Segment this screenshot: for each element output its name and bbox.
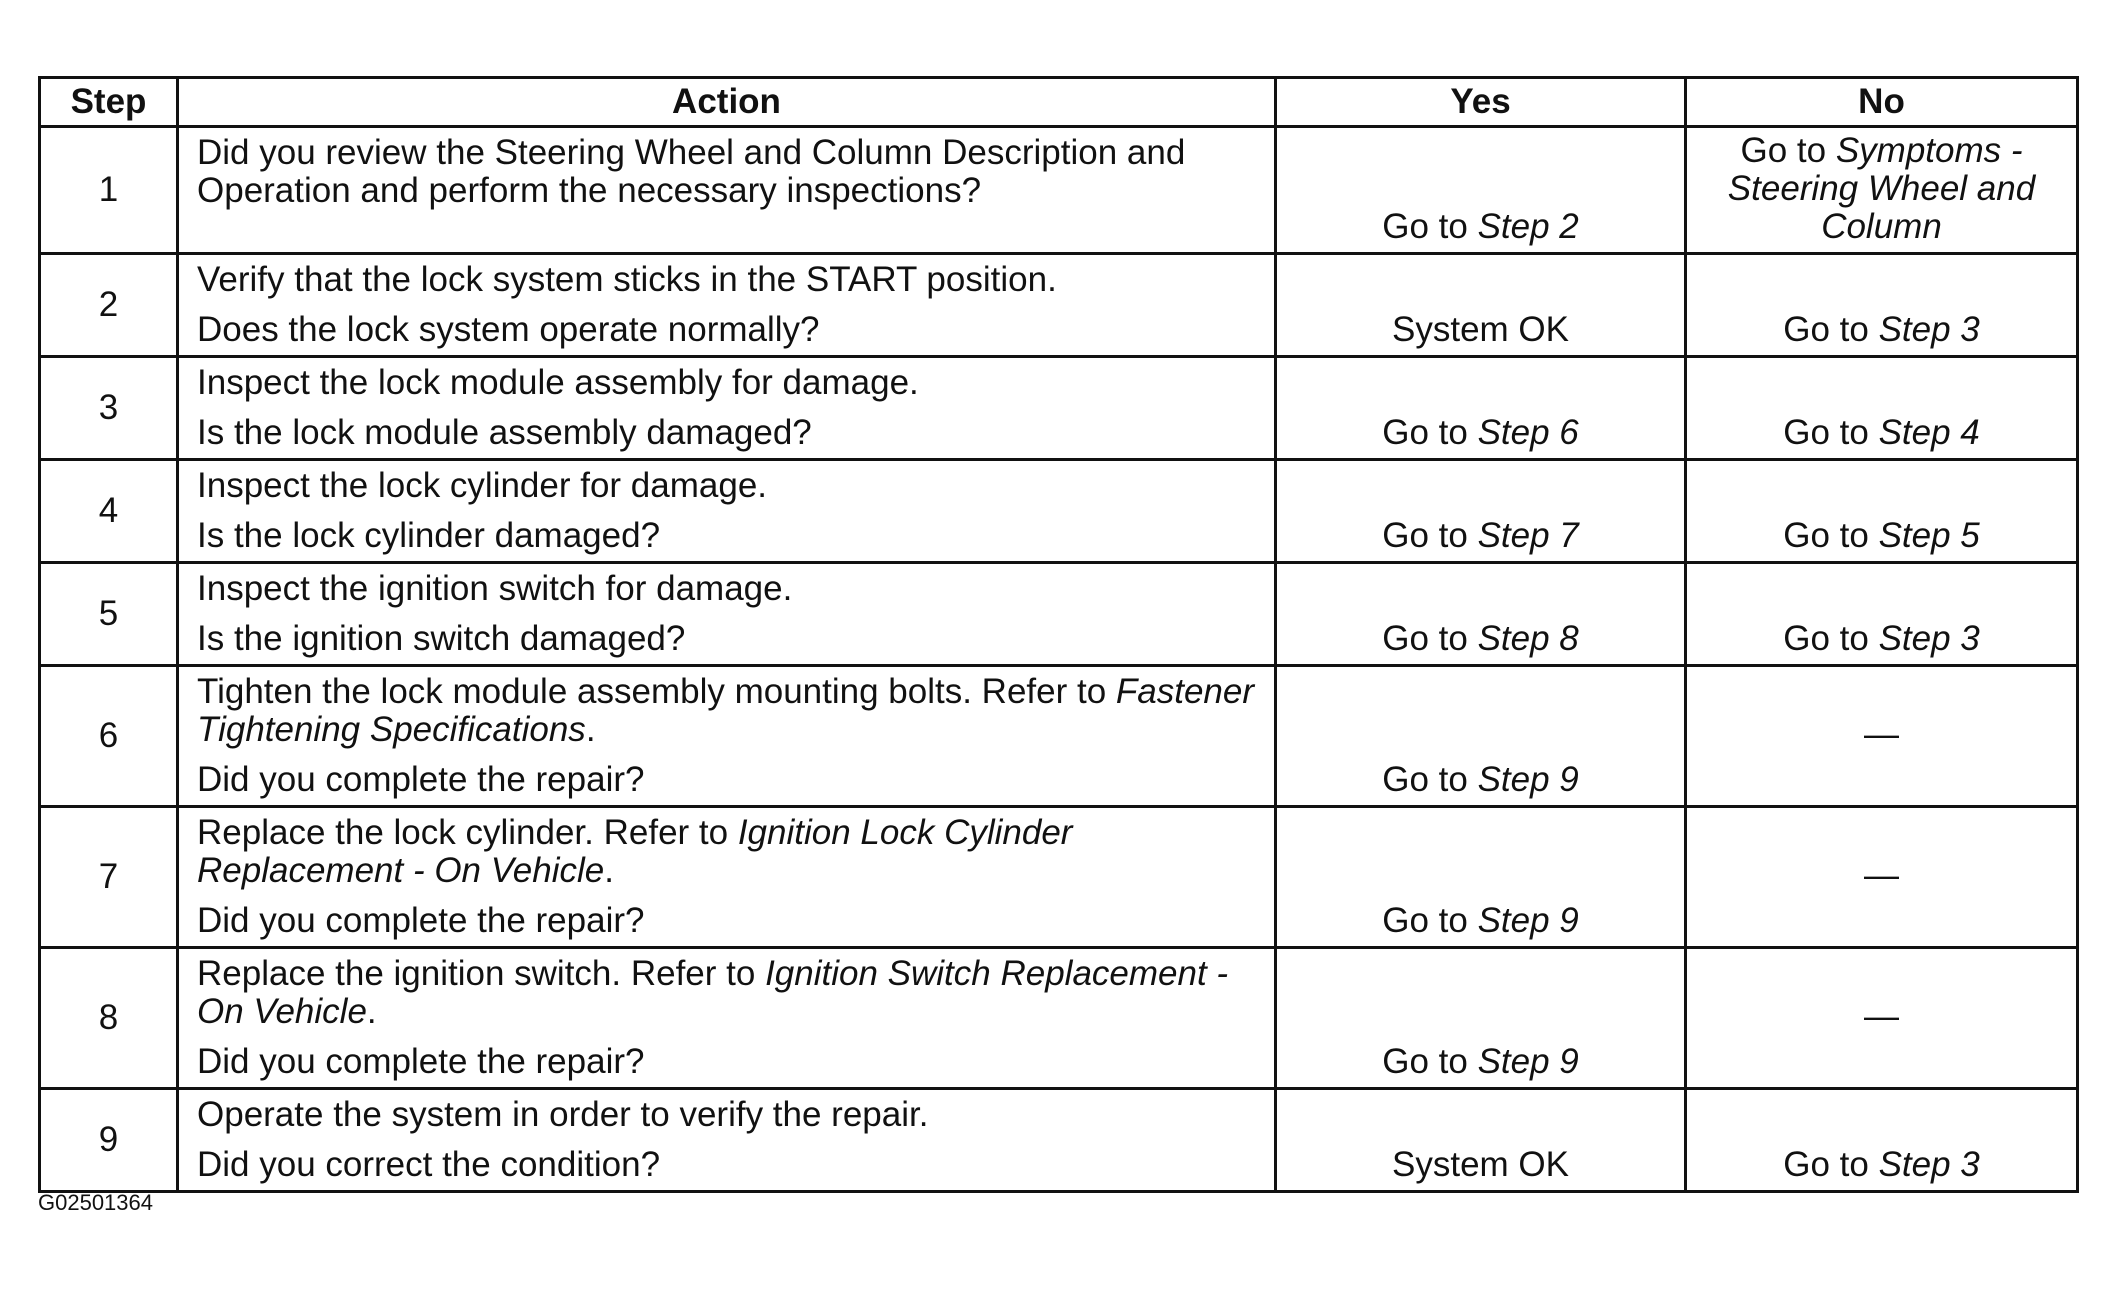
action-question: Did you complete the repair?: [197, 760, 645, 799]
yes-cell: [1276, 563, 1686, 666]
table-row: [40, 254, 2078, 357]
step-number: 7: [40, 807, 178, 948]
figure-id: G02501364: [38, 1190, 153, 1215]
no-cell: [1686, 254, 2078, 357]
action-instruction: Inspect the lock module assembly for damage.: [197, 363, 919, 402]
no-cell: [1686, 807, 2078, 948]
instruction-reference-link[interactable]: Fastener Tightening Specifications: [197, 672, 1255, 749]
instruction-reference-link[interactable]: Ignition Lock Cylinder Replacement - On Vehicle: [197, 813, 1073, 890]
action-question: Does the lock system operate normally?: [197, 310, 820, 349]
yes-step-link[interactable]: Step 9: [1477, 901, 1579, 940]
table-row: [40, 563, 2078, 666]
header-no: No: [1686, 78, 2078, 127]
yes-prefix: Go to: [1382, 516, 1478, 555]
yes-prefix: Go to: [1382, 901, 1478, 940]
action-instruction: Operate the system in order to verify the repair.: [197, 1095, 929, 1134]
action-cell: [178, 460, 1276, 563]
no-cell: [1686, 127, 2078, 254]
step-number: 2: [40, 254, 178, 357]
yes-prefix: Go to: [1382, 413, 1478, 452]
no-prefix: Go to: [1783, 516, 1879, 555]
action-instruction: Inspect the lock cylinder for damage.: [197, 466, 768, 505]
action-cell: [178, 127, 1276, 254]
action-question: Did you correct the condition?: [197, 1145, 661, 1184]
action-question: Did you complete the repair?: [197, 901, 645, 940]
yes-cell: [1276, 357, 1686, 460]
instruction-text: Tighten the lock module assembly mounting bolts. Refer to: [197, 672, 1116, 711]
yes-step-link[interactable]: Step 8: [1477, 619, 1579, 658]
action-question: Is the lock cylinder damaged?: [197, 516, 661, 555]
not-applicable-dash: —: [1864, 856, 1899, 895]
step-number: 9: [40, 1089, 178, 1192]
instruction-suffix: .: [366, 992, 377, 1031]
yes-cell: System OK: [1276, 1089, 1686, 1192]
no-cell: [1686, 948, 2078, 1089]
action-instruction: Verify that the lock system sticks in the START position.: [197, 260, 1057, 299]
yes-prefix: Go to: [1382, 760, 1478, 799]
yes-step-link[interactable]: Step 9: [1477, 760, 1579, 799]
instruction-reference-link[interactable]: Ignition Switch Replacement - On Vehicle: [197, 954, 1229, 1031]
no-cell: [1686, 666, 2078, 807]
no-prefix: Go to: [1783, 619, 1879, 658]
action-cell: [178, 807, 1276, 948]
diagnostic-table: [38, 76, 2079, 1193]
instruction-suffix: .: [604, 851, 614, 890]
no-prefix: Go to: [1783, 413, 1879, 452]
step-number: 6: [40, 666, 178, 807]
action-instruction: [197, 955, 1264, 1031]
action-question: Is the ignition switch damaged?: [197, 619, 686, 658]
action-cell: [178, 948, 1276, 1089]
yes-prefix: Go to: [1382, 619, 1478, 658]
instruction-text: Replace the ignition switch. Refer to: [197, 954, 766, 993]
table-row: [40, 1089, 2078, 1192]
not-applicable-dash: —: [1864, 715, 1899, 754]
table-row: [40, 666, 2078, 807]
action-instruction: Inspect the ignition switch for damage.: [197, 569, 793, 608]
no-symptoms-link[interactable]: Symptoms - Steering Wheel and Column: [1727, 131, 2036, 246]
step-number: 8: [40, 948, 178, 1089]
yes-cell: [1276, 948, 1686, 1089]
no-step-link[interactable]: Step 3: [1878, 310, 1980, 349]
instruction-suffix: .: [585, 710, 596, 749]
no-prefix: Go to: [1740, 131, 1836, 170]
instruction-text: Replace the lock cylinder. Refer to: [197, 813, 738, 852]
header-yes: Yes: [1276, 78, 1686, 127]
table-row: [40, 357, 2078, 460]
no-step-link[interactable]: Step 5: [1878, 516, 1980, 555]
yes-step-link[interactable]: Step 9: [1477, 1042, 1579, 1081]
table-row: [40, 127, 2078, 254]
action-question: Did you complete the repair?: [197, 1042, 645, 1081]
yes-prefix: Go to: [1382, 207, 1478, 246]
header-action: Action: [178, 78, 1276, 127]
not-applicable-dash: —: [1864, 997, 1899, 1036]
yes-cell: [1276, 807, 1686, 948]
no-cell: [1686, 563, 2078, 666]
yes-cell: [1276, 460, 1686, 563]
action-cell: [178, 666, 1276, 807]
yes-cell: System OK: [1276, 254, 1686, 357]
no-cell: [1686, 460, 2078, 563]
action-instruction: [197, 814, 1264, 890]
action-cell: [178, 357, 1276, 460]
no-step-link[interactable]: Step 3: [1878, 1145, 1980, 1184]
yes-cell: [1276, 666, 1686, 807]
action-cell: [178, 254, 1276, 357]
step-number: 5: [40, 563, 178, 666]
no-step-link[interactable]: Step 4: [1878, 413, 1980, 452]
action-question: Did you review the Steering Wheel and Column Description and Operation and perform the necessary inspections?: [197, 133, 1186, 210]
action-question: Is the lock module assembly damaged?: [197, 413, 812, 452]
action-instruction: [197, 673, 1264, 749]
yes-step-link[interactable]: Step 6: [1477, 413, 1579, 452]
no-cell: [1686, 357, 2078, 460]
step-number: 3: [40, 357, 178, 460]
yes-cell: [1276, 127, 1686, 254]
step-number: 1: [40, 127, 178, 254]
no-step-link[interactable]: Step 3: [1878, 619, 1980, 658]
yes-step-link[interactable]: Step 2: [1477, 207, 1579, 246]
table-row: [40, 460, 2078, 563]
action-cell: [178, 1089, 1276, 1192]
table-row: [40, 807, 2078, 948]
no-cell: [1686, 1089, 2078, 1192]
no-prefix: Go to: [1783, 1145, 1879, 1184]
step-number: 4: [40, 460, 178, 563]
yes-prefix: Go to: [1382, 1042, 1478, 1081]
header-step: Step: [40, 78, 178, 127]
action-cell: [178, 563, 1276, 666]
table-row: [40, 948, 2078, 1089]
yes-step-link[interactable]: Step 7: [1477, 516, 1579, 555]
no-prefix: Go to: [1783, 310, 1879, 349]
header-row: [40, 78, 2078, 127]
